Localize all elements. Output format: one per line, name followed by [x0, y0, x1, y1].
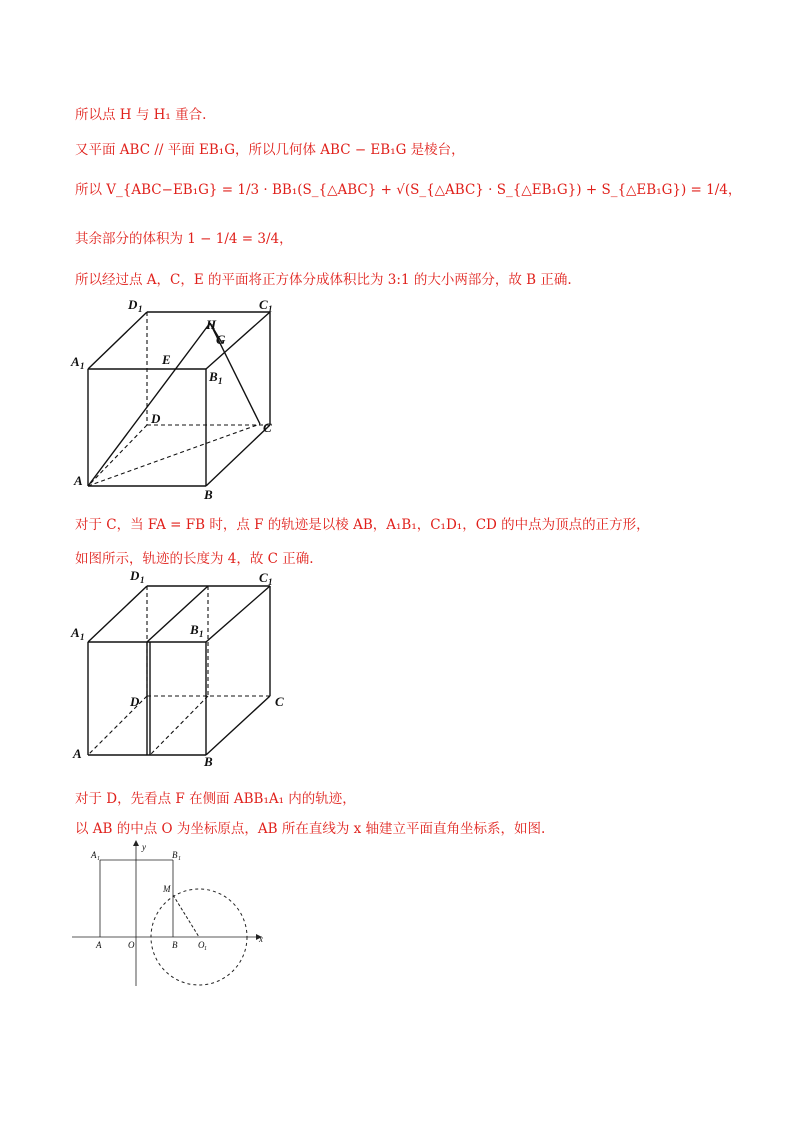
label-A: A [74, 473, 83, 488]
label-D1: D [128, 297, 138, 312]
cube-figure-2 [70, 568, 290, 768]
coordinate-figure-svg [70, 838, 275, 988]
label-B1-sub: 1 [178, 856, 181, 862]
label-A1-sub: 1 [97, 856, 100, 862]
label-C1-sub: 1 [268, 577, 273, 587]
label-D: D [130, 694, 140, 709]
label-A1-sub: 1 [80, 361, 85, 371]
text-line-4: 其余部分的体积为 1 − 1/4 = 3/4， [75, 231, 293, 247]
label-A1: A [71, 625, 80, 640]
label-C1-sub: 1 [268, 304, 273, 314]
label-A: A [73, 746, 82, 761]
label-H: H [206, 317, 217, 332]
label-B: B [204, 754, 213, 768]
label-E: E [162, 352, 171, 367]
label-B1-sub: 1 [218, 376, 223, 386]
text-line-5: 所以经过点 A，C，E 的平面将正方体分成体积比为 3:1 的大小两部分，故 B 正确. [75, 272, 572, 288]
label-B: B [172, 940, 178, 950]
label-D1: D [130, 568, 140, 583]
text-line-7: 如图所示，轨迹的长度为 4，故 C 正确. [75, 551, 314, 567]
label-G: G [216, 332, 226, 347]
label-D: D [151, 411, 161, 426]
text-line-1: 所以点 H 与 H₁ 重合. [75, 107, 207, 123]
label-D1-sub: 1 [140, 575, 145, 585]
label-C1: C [259, 570, 268, 585]
cube-figure-1 [70, 293, 290, 503]
label-C: C [263, 420, 272, 435]
cube-figure-1-svg [70, 293, 290, 503]
label-C1: C [259, 297, 268, 312]
label-A: A [96, 940, 102, 950]
label-D1-sub: 1 [138, 304, 143, 314]
label-B1: B [190, 622, 199, 637]
coordinate-figure [70, 838, 275, 988]
text-line-2: 又平面 ABC // 平面 EB₁G，所以几何体 ABC − EB₁G 是棱台， [75, 142, 465, 158]
label-M: M [163, 884, 171, 894]
text-line-6: 对于 C，当 FA = FB 时，点 F 的轨迹是以棱 AB，A₁B₁，C₁D₁，CD 的中点为顶点的正方形， [75, 517, 650, 533]
label-B1-sub: 1 [199, 629, 204, 639]
label-O1: O [198, 940, 205, 950]
label-B1: B [209, 369, 218, 384]
label-y: y [142, 842, 146, 852]
text-line-8: 对于 D，先看点 F 在侧面 ABB₁A₁ 内的轨迹， [75, 791, 356, 807]
label-O1-sub: 1 [204, 946, 207, 952]
label-A1: A [91, 850, 97, 860]
text-line-9: 以 AB 的中点 O 为坐标原点，AB 所在直线为 x 轴建立平面直角坐标系，如图. [75, 821, 546, 837]
label-C: C [275, 694, 284, 709]
label-A1-sub: 1 [80, 632, 85, 642]
label-B1: B [172, 850, 178, 860]
label-A1: A [71, 354, 80, 369]
text-line-3: 所以 V_{ABC−EB₁G} = 1/3 · BB₁(S_{△ABC} + √(S_{△ABC} · S_{△EB₁G}) + S_{△EB₁G}) = 1/4， [75, 182, 742, 198]
cube-figure-2-svg [70, 568, 290, 768]
label-x: x [259, 934, 263, 944]
label-O: O [128, 940, 135, 950]
label-B: B [204, 487, 213, 502]
